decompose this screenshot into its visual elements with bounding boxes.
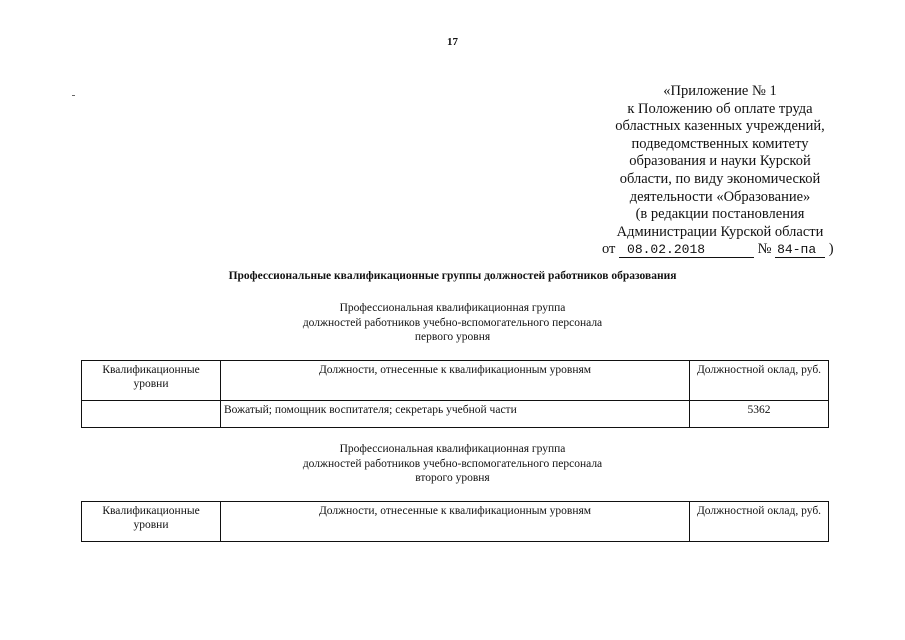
header-positions: Должности, отнесенные к квалификационным уровням <box>221 361 690 401</box>
date-number-line <box>560 241 880 259</box>
group-heading-second-level <box>0 442 905 486</box>
page-number: 17 <box>447 36 458 48</box>
appendix-line: Администрации Курской области <box>616 223 824 240</box>
appendix-line: деятельности «Образование» <box>629 188 811 205</box>
table-second-level <box>81 501 829 542</box>
group-heading-line: должностей работников учебно-вспомогательного персонала <box>302 316 603 329</box>
header-salary: Должностной оклад, руб. <box>690 361 829 401</box>
closing-paren: ) <box>828 241 834 258</box>
group-heading-line: первого уровня <box>414 331 491 343</box>
appendix-line: подведомственных комитету <box>631 135 809 152</box>
header-salary: Должностной оклад, руб. <box>690 502 829 542</box>
table-row <box>82 401 829 428</box>
from-label: от <box>602 241 616 258</box>
group-heading-line: должностей работников учебно-вспомогательного персонала <box>302 457 603 470</box>
table-header-row <box>82 361 829 401</box>
appendix-line: «Приложение № 1 <box>663 83 777 99</box>
appendix-line: образования и науки Курской <box>629 153 811 170</box>
group-heading-line: второго уровня <box>415 472 490 484</box>
header-positions: Должности, отнесенные к квалификационным уровням <box>221 502 690 542</box>
appendix-line: к Положению об оплате труда <box>627 100 813 117</box>
header-levels: Квалификационные уровни <box>82 361 221 401</box>
main-title: Профессиональные квалификационные группы должностей работников образования <box>228 270 677 282</box>
appendix-line: (в редакции постановления <box>635 206 805 223</box>
scan-mark <box>72 95 75 96</box>
group-heading-line: Профессиональная квалификационная группа <box>339 443 566 455</box>
number-label: № <box>757 241 772 258</box>
table-header-row <box>82 502 829 542</box>
group-heading-first-level <box>0 301 905 345</box>
header-levels: Квалификационные уровни <box>82 502 221 542</box>
appendix-block <box>560 83 880 259</box>
table-first-level <box>81 360 829 428</box>
cell-level <box>82 401 221 428</box>
cell-positions: Вожатый; помощник воспитателя; секретарь учебной части <box>221 401 690 428</box>
cell-salary: 5362 <box>690 401 829 428</box>
appendix-line: области, по виду экономической <box>619 170 821 187</box>
group-heading-line: Профессиональная квалификационная группа <box>339 302 566 314</box>
appendix-line: областных казенных учреждений, <box>615 118 825 135</box>
decree-date: 08.02.2018 <box>619 242 754 258</box>
decree-number: 84-па <box>775 242 825 258</box>
